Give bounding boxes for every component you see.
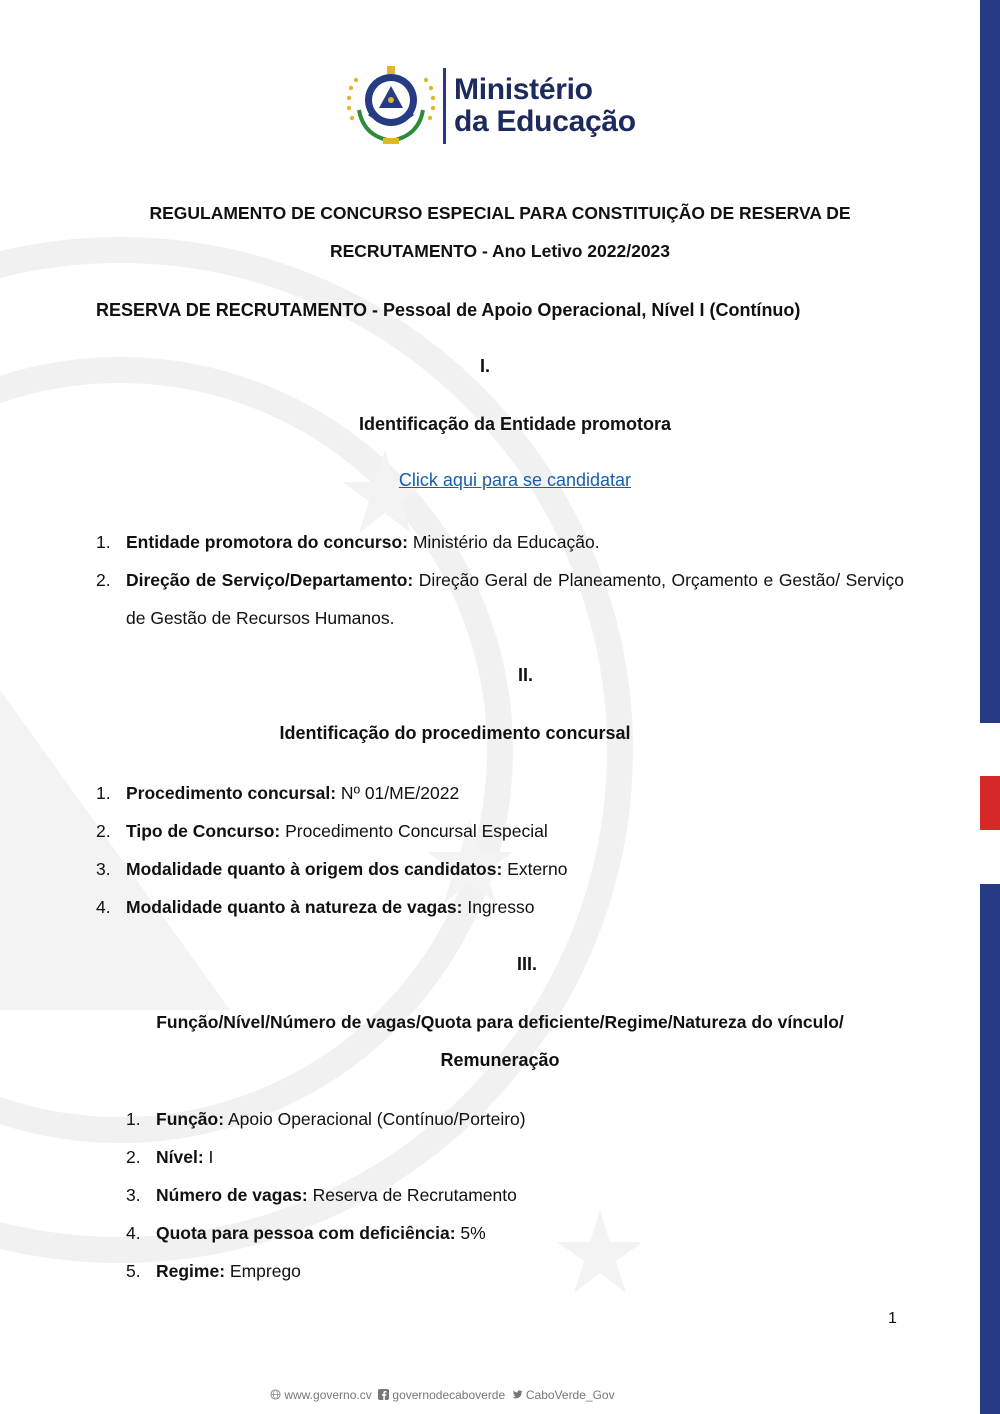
list-item bbox=[96, 561, 904, 637]
item-value: Direção Geral de Planeamento, Orçamento e Gestão/ Serviço de Gestão de Recursos Humanos. bbox=[126, 570, 904, 628]
section-2-numeral: II. bbox=[518, 665, 534, 685]
item-value: Procedimento Concursal Especial bbox=[280, 821, 548, 841]
list-item bbox=[126, 1252, 904, 1290]
list-item bbox=[126, 1138, 904, 1176]
section-1-numeral: I. bbox=[480, 356, 491, 376]
section-3-numeral: III. bbox=[517, 954, 538, 974]
item-value: Reserva de Recrutamento bbox=[307, 1185, 517, 1205]
list-item bbox=[126, 1100, 904, 1138]
globe-icon bbox=[270, 1389, 281, 1400]
list-number: 1. bbox=[96, 783, 111, 803]
section-3-list bbox=[126, 1100, 904, 1290]
subtitle: RESERVA DE RECRUTAMENTO - Pessoal de Apoio Operacional, Nível I (Contínuo) bbox=[96, 300, 801, 320]
item-label: Entidade promotora do concurso: bbox=[126, 532, 408, 552]
national-seal-icon bbox=[343, 64, 439, 148]
list-number: 1. bbox=[96, 532, 111, 552]
facebook-icon bbox=[378, 1389, 389, 1400]
ministry-name-line1: Ministério bbox=[454, 73, 593, 106]
list-item bbox=[96, 850, 904, 888]
twitter-icon bbox=[512, 1389, 523, 1400]
list-item bbox=[126, 1176, 904, 1214]
item-value: Emprego bbox=[225, 1261, 301, 1281]
list-number: 3. bbox=[126, 1185, 141, 1205]
item-label: Direção de Serviço/Departamento: bbox=[126, 570, 414, 590]
item-value: Apoio Operacional (Contínuo/Porteiro) bbox=[224, 1109, 526, 1129]
document-title-line1: REGULAMENTO DE CONCURSO ESPECIAL PARA CONSTITUIÇÃO DE RESERVA DE bbox=[149, 203, 851, 223]
list-number: 2. bbox=[96, 821, 111, 841]
flag-stripe-red bbox=[980, 776, 1000, 830]
ministry-name-line2: da Educação bbox=[454, 105, 636, 138]
section-1-heading: Identificação da Entidade promotora bbox=[358, 414, 672, 434]
list-number: 5. bbox=[126, 1261, 141, 1281]
page-number: 1 bbox=[888, 1310, 897, 1327]
list-item bbox=[96, 523, 904, 561]
item-value: Ministério da Educação. bbox=[407, 532, 600, 552]
document-title-line2: RECRUTAMENTO - Ano Letivo 2022/2023 bbox=[329, 241, 671, 261]
footer-facebook[interactable]: governodecaboverde bbox=[392, 1388, 506, 1402]
item-label: Regime: bbox=[156, 1261, 226, 1281]
item-value: Ingresso bbox=[462, 897, 535, 917]
flag-stripe-blue-top bbox=[980, 0, 1000, 723]
list-number: 4. bbox=[126, 1223, 141, 1243]
logo-divider bbox=[443, 68, 446, 144]
list-item bbox=[96, 888, 904, 926]
footer-twitter[interactable]: CaboVerde_Gov bbox=[525, 1388, 615, 1402]
item-value: 5% bbox=[455, 1223, 486, 1243]
footer bbox=[270, 1388, 650, 1402]
list-number: 2. bbox=[96, 570, 111, 590]
section-2-list bbox=[96, 774, 904, 926]
item-label: Procedimento concursal: bbox=[126, 783, 337, 803]
item-label: Modalidade quanto à natureza de vagas: bbox=[126, 897, 463, 917]
ministry-logo bbox=[343, 64, 673, 148]
section-2-heading: Identificação do procedimento concursal bbox=[279, 723, 631, 743]
item-label: Quota para pessoa com deficiência: bbox=[156, 1223, 456, 1243]
item-value: Nº 01/ME/2022 bbox=[336, 783, 460, 803]
list-item bbox=[96, 774, 904, 812]
flag-stripe-blue-bottom bbox=[980, 884, 1000, 1414]
list-number: 3. bbox=[96, 859, 111, 879]
item-label: Função: bbox=[156, 1109, 225, 1129]
list-number: 4. bbox=[96, 897, 111, 917]
item-label: Tipo de Concurso: bbox=[126, 821, 281, 841]
section-1-list bbox=[96, 523, 904, 637]
item-label: Nível: bbox=[156, 1147, 204, 1167]
apply-link[interactable]: Click aqui para se candidatar bbox=[398, 470, 632, 490]
item-label: Modalidade quanto à origem dos candidatos: bbox=[126, 859, 503, 879]
item-value: Externo bbox=[502, 859, 568, 879]
item-label: Número de vagas: bbox=[156, 1185, 308, 1205]
section-3-heading-line1: Função/Nível/Número de vagas/Quota para deficiente/Regime/Natureza do vínculo/ bbox=[156, 1012, 844, 1032]
list-item bbox=[96, 812, 904, 850]
footer-website[interactable]: www.governo.cv bbox=[284, 1388, 372, 1402]
list-item bbox=[126, 1214, 904, 1252]
item-value: I bbox=[203, 1147, 214, 1167]
section-3-heading-line2: Remuneração bbox=[440, 1050, 560, 1070]
document-title bbox=[96, 194, 904, 270]
list-number: 2. bbox=[126, 1147, 141, 1167]
list-number: 1. bbox=[126, 1109, 141, 1129]
ministry-name bbox=[454, 74, 636, 138]
